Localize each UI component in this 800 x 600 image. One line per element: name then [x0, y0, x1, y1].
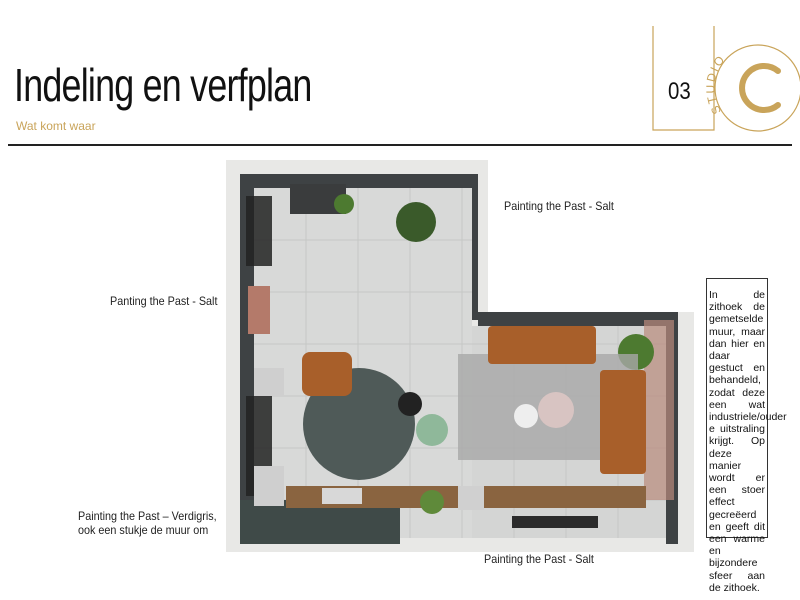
wall-description-note: In de zithoek de gemetselde muur, maar dan hier en daar gestuct en behandeld, zodat deze een wat industriele/ouder e uitstraling krijgt. Op deze manier wordt er een stoer effect gecreëerd en geeft dit een warme en bijzondere sfeer aan de zithoek. — [706, 278, 768, 538]
page-number: 03 — [668, 78, 691, 105]
studio-c-logo — [650, 26, 800, 136]
wall-color-label-bottom-left-1: Painting the Past – Verdigris, — [78, 509, 217, 523]
wall-color-label-top-right: Painting the Past - Salt — [504, 199, 614, 213]
header-divider — [8, 144, 792, 146]
page-title: Indeling en verfplan — [14, 59, 312, 111]
wall-color-label-bottom: Painting the Past - Salt — [484, 552, 594, 566]
floor-plan-render — [226, 160, 694, 552]
page-subtitle: Wat komt waar — [16, 119, 96, 133]
svg-text:STUDIO: STUDIO — [703, 51, 729, 117]
wall-color-label-bottom-left-2: ook een stukje de muur om — [78, 523, 209, 537]
wall-color-label-left: Panting the Past - Salt — [110, 294, 218, 308]
